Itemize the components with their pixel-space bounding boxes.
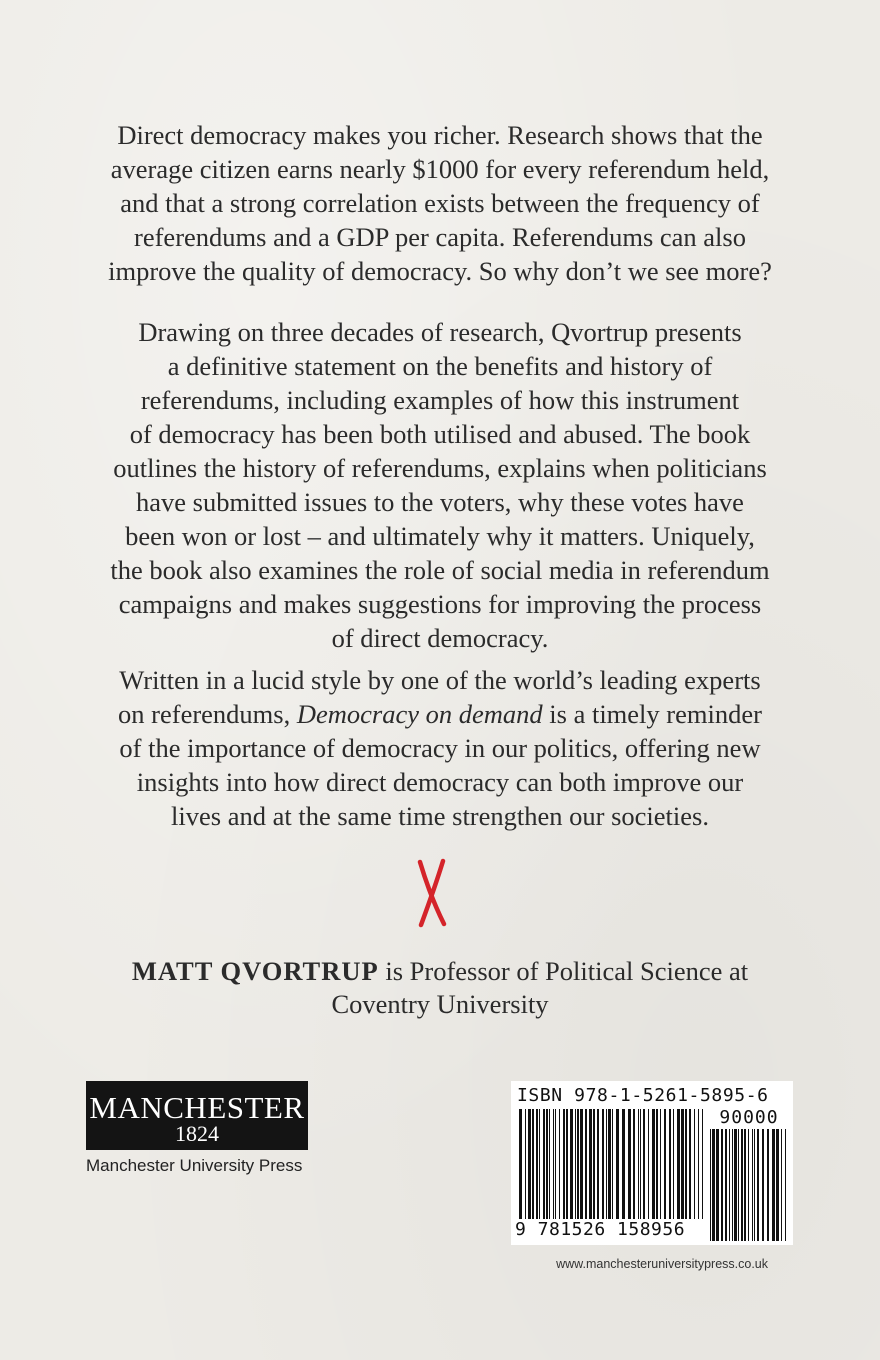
ballot-cross-icon — [414, 858, 450, 928]
barcode-bar — [549, 1109, 550, 1219]
publisher-name: Manchester University Press — [86, 1156, 303, 1175]
barcode-bar — [681, 1109, 684, 1219]
isbn-label: ISBN 978-1-5261-5895-6 — [517, 1085, 769, 1106]
blurb-line: been won or lost – and ultimately why it matters. Uniquely, — [125, 521, 755, 551]
barcode-bar — [748, 1129, 749, 1241]
barcode-bar — [685, 1109, 687, 1219]
barcode-bar — [602, 1109, 604, 1219]
blurb-line: Drawing on three decades of research, Qvortrup presents — [138, 317, 742, 347]
blurb-line: outlines the history of referendums, explains when politicians — [113, 453, 767, 483]
barcode-bar — [754, 1129, 755, 1241]
barcode-bar — [553, 1109, 554, 1219]
barcode-bar — [597, 1109, 599, 1219]
barcode-bar — [628, 1109, 631, 1219]
barcode-bar — [566, 1109, 568, 1219]
barcode-bar — [656, 1109, 658, 1219]
barcode-bar — [767, 1129, 769, 1241]
barcode-bar — [577, 1109, 579, 1219]
blurb-line: campaigns and makes suggestions for improving the process — [118, 589, 762, 619]
barcode-bar — [744, 1129, 746, 1241]
blurb-text: is a timely reminder — [542, 699, 762, 729]
barcode-bar — [677, 1109, 680, 1219]
barcode-bar — [738, 1129, 739, 1241]
barcode-bar — [734, 1129, 737, 1241]
barcode-bar — [772, 1129, 775, 1241]
barcode-bar — [593, 1109, 595, 1219]
barcode-bar — [729, 1129, 730, 1241]
barcode-bar — [563, 1109, 565, 1219]
ean-digits: 9 781526 158956 — [515, 1219, 686, 1240]
barcode-bar — [694, 1109, 695, 1219]
price-addon-label: 90000 — [719, 1107, 779, 1128]
barcode-bar — [606, 1109, 607, 1219]
barcode-bar — [532, 1109, 534, 1219]
bio-line — [60, 955, 820, 988]
barcode-bar — [622, 1109, 625, 1219]
barcode-bar — [776, 1129, 779, 1241]
barcode-bar — [536, 1109, 538, 1219]
blurb-line: lives and at the same time strengthen our societies. — [171, 801, 709, 831]
logo-year: 1824 — [175, 1121, 219, 1146]
isbn-barcode — [511, 1081, 793, 1245]
barcode-bar — [525, 1109, 526, 1219]
barcode-bar — [640, 1109, 641, 1219]
blurb-line: of democracy has been both utilised and abused. The book — [129, 419, 751, 449]
blurb-paragraph-1 — [60, 118, 820, 288]
barcode-bar — [616, 1109, 619, 1219]
barcode-bar — [519, 1109, 522, 1219]
author-bio — [60, 955, 820, 1021]
barcode-bar — [652, 1109, 655, 1219]
barcode-bar — [752, 1129, 753, 1241]
barcode-bar — [741, 1129, 743, 1241]
barcode-bar — [528, 1109, 531, 1219]
barcode-bar — [698, 1109, 699, 1219]
barcode-bar — [712, 1129, 715, 1241]
barcode-bar — [781, 1129, 782, 1241]
barcode-bar — [559, 1109, 560, 1219]
barcode-bar — [660, 1109, 661, 1219]
blurb-line: Written in a lucid style by one of the world’s leading experts — [119, 665, 761, 695]
blurb-text: on referendums, — [118, 699, 297, 729]
blurb-line — [60, 697, 820, 731]
barcode-bar — [648, 1109, 649, 1219]
blurb-line: Direct democracy makes you richer. Research shows that the — [117, 120, 763, 150]
blurb-line: a definitive statement on the benefits and history of — [167, 351, 713, 381]
blurb-line: insights into how direct democracy can both improve our — [136, 767, 744, 797]
barcode-bar — [732, 1129, 733, 1241]
blurb-paragraph-2 — [60, 315, 820, 655]
barcode-bar — [785, 1129, 786, 1241]
barcode-bar — [585, 1109, 587, 1219]
blurb-line: average citizen earns nearly $1000 for every referendum held, — [110, 154, 770, 184]
bio-line: Coventry University — [331, 989, 549, 1019]
barcode-bar — [762, 1129, 764, 1241]
barcode-bar — [721, 1129, 723, 1241]
barcode-bar — [757, 1129, 759, 1241]
barcode-bar — [589, 1109, 592, 1219]
barcode-bar — [638, 1109, 639, 1219]
bio-text: is Professor of Political Science at — [378, 956, 749, 986]
book-title: Democracy on demand — [296, 699, 543, 729]
barcode-bar — [580, 1109, 583, 1219]
barcode-bar — [643, 1109, 645, 1219]
blurb-line: of the importance of democracy in our politics, offering new — [119, 733, 761, 763]
blurb-line: improve the quality of democracy. So why don’t we see more? — [108, 256, 772, 286]
barcode-bar — [612, 1109, 613, 1219]
barcode-bar — [575, 1109, 576, 1219]
blurb-paragraph-3 — [60, 663, 820, 833]
barcode-bar — [710, 1129, 711, 1241]
barcode-bar — [689, 1109, 691, 1219]
blurb-line: have submitted issues to the voters, why these votes have — [136, 487, 744, 517]
author-name: MATT QVORTRUP — [131, 956, 379, 986]
barcode-bars — [519, 1109, 705, 1219]
barcode-bar — [669, 1109, 671, 1219]
logo-wordmark: MANCHESTER — [89, 1090, 305, 1125]
barcode-bar — [570, 1109, 573, 1219]
barcode-bar — [673, 1109, 674, 1219]
blurb-line: and that a strong correlation exists between the frequency of — [120, 188, 760, 218]
barcode-bar — [702, 1109, 703, 1219]
barcode-bar — [543, 1109, 545, 1219]
blurb-line: the book also examines the role of social media in referendum — [110, 555, 770, 585]
blurb-line: referendums, including examples of how this instrument — [140, 385, 740, 415]
publisher-website: www.manchesteruniversitypress.co.uk — [556, 1257, 768, 1271]
publisher-logo — [86, 1081, 308, 1150]
barcode-bar — [539, 1109, 540, 1219]
barcode-bar — [633, 1109, 635, 1219]
barcode-bar — [716, 1129, 719, 1241]
barcode-bar — [608, 1109, 611, 1219]
barcode-bar — [725, 1129, 727, 1241]
barcode-bar — [664, 1109, 666, 1219]
barcode-bar — [546, 1109, 548, 1219]
blurb-line: referendums and a GDP per capita. Referendums can also — [134, 222, 746, 252]
addon-barcode-bars — [710, 1129, 788, 1241]
barcode-bar — [555, 1109, 556, 1219]
blurb-line: of direct democracy. — [331, 623, 549, 653]
